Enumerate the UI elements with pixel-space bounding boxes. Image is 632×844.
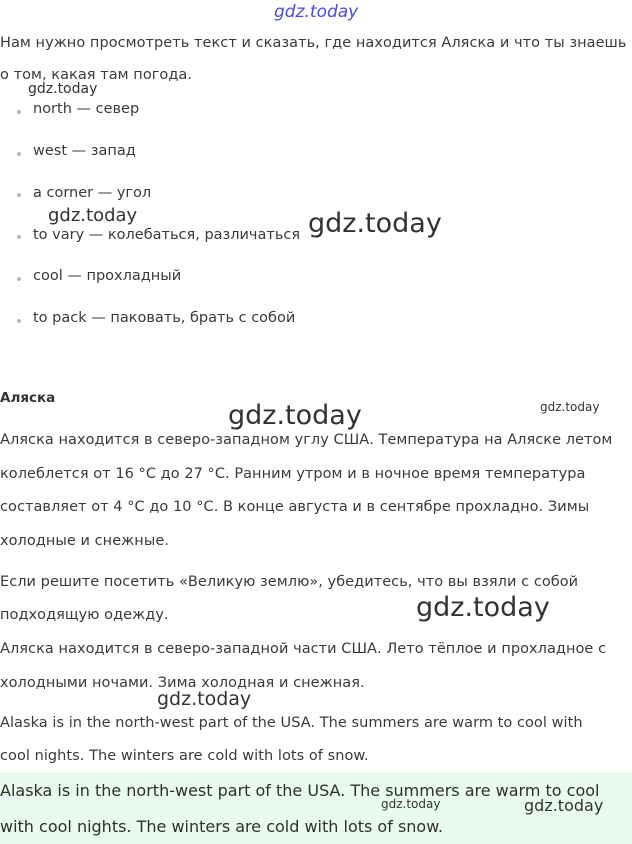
bullet-icon	[17, 235, 21, 239]
bullet-icon	[17, 110, 21, 114]
summary-en-line-1: Alaska is in the north-west part of the USA. The summers are warm to cool with	[0, 715, 583, 731]
watermark-4: gdz.today	[228, 400, 362, 431]
answer-line-1: Alaska is in the north-west part of the USA. The summers are warm to cool	[0, 781, 600, 800]
watermark-3: gdz.today	[308, 208, 442, 239]
watermark-8: gdz.today	[381, 797, 441, 811]
translation-line-4: холодные и снежные.	[0, 533, 169, 549]
advice-line-1: Если решите посетить «Великую землю», убедитесь, что вы взяли с собой	[0, 574, 579, 590]
watermark-9: gdz.today	[524, 796, 604, 815]
list-item: cool — прохладный	[33, 268, 182, 284]
answer-line-2: with cool nights. The winters are cold with lots of snow.	[0, 817, 443, 836]
list-item: to vary — колебаться, различаться	[33, 227, 301, 243]
watermark-7: gdz.today	[157, 688, 252, 710]
translation-line-3: составляет от 4 °C до 10 °C. В конце августа и в сентябре прохладно. Зимы	[0, 499, 590, 515]
summary-en-line-2: cool nights. The winters are cold with lots of snow.	[0, 748, 369, 764]
bullet-icon	[17, 193, 21, 197]
summary-ru-line-2: холодными ночами. Зима холодная и снежная.	[0, 675, 365, 691]
bullet-icon	[17, 277, 21, 281]
section-heading: Аляска	[0, 390, 56, 406]
summary-ru-line-1: Аляска находится в северо-западной части США. Лето тёплое и прохладное с	[0, 641, 607, 657]
list-item: west — запад	[33, 143, 136, 159]
intro-line-1: Нам нужно просмотреть текст и сказать, где находится Аляска и что ты знаешь	[0, 35, 627, 51]
list-item: to pack — паковать, брать с собой	[33, 310, 296, 326]
bullet-icon	[17, 152, 21, 156]
watermark-6: gdz.today	[416, 592, 550, 623]
watermark-2: gdz.today	[48, 205, 138, 226]
watermark-top: gdz.today	[274, 2, 359, 22]
translation-line-1: Аляска находится в северо-западном углу США. Температура на Аляске летом	[0, 432, 613, 448]
watermark-1: gdz.today	[28, 81, 98, 97]
list-item: north — север	[33, 101, 140, 117]
intro-line-2: о том, какая там погода.	[0, 67, 193, 83]
translation-line-2: колеблется от 16 °C до 27 °C. Ранним утром и в ночное время температура	[0, 466, 586, 482]
bullet-icon	[17, 319, 21, 323]
advice-line-2: подходящую одежду.	[0, 607, 169, 623]
list-item: a corner — угол	[33, 185, 152, 201]
watermark-5: gdz.today	[540, 400, 600, 414]
